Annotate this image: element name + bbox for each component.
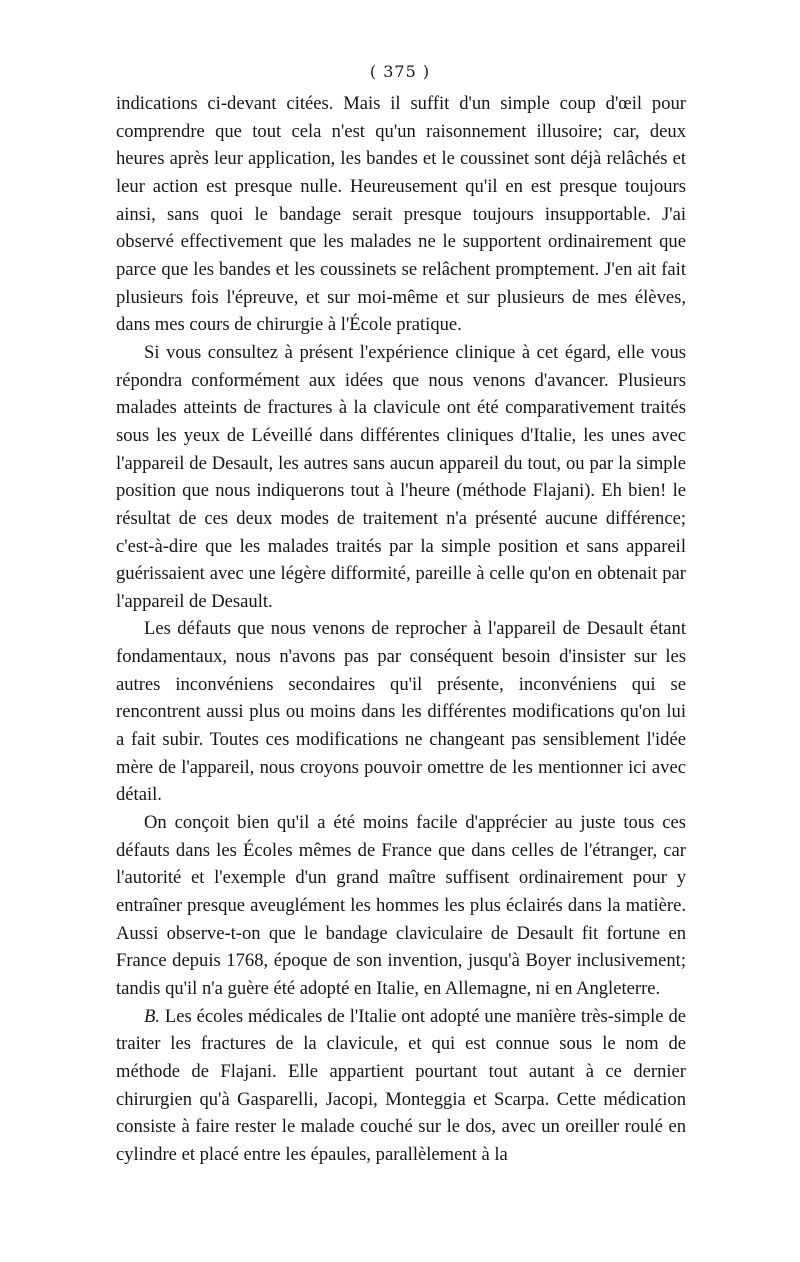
page-body xyxy=(116,90,686,1169)
paragraph-3: Les défauts que nous venons de reprocher à l'appareil de Desault étant fondamentaux, nous n'avons pas par conséquent besoin d'insister sur les autres inconvéniens secondaires qu'il présente, inconvéniens qui se rencontrent aussi plus ou moins dans les différentes modifications qu'on lui a fait subir. Toutes ces modifications ne changeant pas sensiblement l'idée mère de l'appareil, nous croyons pouvoir omettre de les mentionner ici avec détail. xyxy=(116,618,686,806)
paragraph-2: Si vous consultez à présent l'expérience clinique à cet égard, elle vous répondra conformément aux idées que nous venons d'avancer. Plusieurs malades atteints de fractures à la clavicule ont été comparativement traités sous les yeux de Léveillé dans différentes cliniques d'Italie, les unes avec l'appareil de Desault, les autres sans aucun appareil du tout, ou par la simple position que nous indiquerons tout à l'heure (méthode Flajani). Eh bien! le résultat de ces deux modes de traitement n'a présenté aucune différence; c'est-à-dire que les malades traités par la simple position et sans appareil guérissaient avec une légère difformité, pareille à celle qu'on en obtenait par l'appareil de Desault. xyxy=(116,341,686,612)
paragraph-4: On conçoit bien qu'il a été moins facile d'apprécier au juste tous ces défauts dans les Écoles mêmes de France que dans celles de l'étranger, car l'autorité et l'exemple d'un grand maître suffisent ordinairement pour y entraîner presque aveuglément les hommes les plus éclairés dans la matière. Aussi observe-t-on que le bandage claviculaire de Desault fit fortune en France depuis 1768, époque de son invention, jusqu'à Boyer inclusivement; tandis qu'il n'a guère été adopté en Italie, en Allemagne, ni en Angleterre. xyxy=(116,812,686,999)
page-number: ( 375 ) xyxy=(369,62,431,81)
section-marker: B. xyxy=(144,1005,161,1027)
paragraph-1: indications ci-devant citées. Mais il suffit d'un simple coup d'œil pour comprendre que tout cela n'est qu'un raisonnement illusoire; car, deux heures après leur application, les bandes et le coussinet sont déjà relâchés et leur action est presque nulle. Heureusement qu'il en est presque toujours ainsi, sans quoi le bandage serait presque toujours insupportable. J'ai observé effectivement que les malades ne le supportent ordinairement que parce que les bandes et les coussinets se relâchent promptement. J'en ait fait plusieurs fois l'épreuve, et sur moi-même et sur plusieurs de mes élèves, dans mes cours de chirurgie à l'École pratique. xyxy=(116,93,686,336)
paragraph-5 xyxy=(116,1003,686,1169)
paragraph-5-text: Les écoles médicales de l'Italie ont adopté une manière très-simple de traiter les fractures de la clavicule, et qui est connue sous le nom de méthode de Flajani. Elle appartient pourtant tout autant à ce dernier chirurgien qu'à Gasparelli, Jacopi, Monteggia et Scarpa. Cette médication consiste à faire rester le malade couché sur le dos, avec un oreiller roulé en cylindre et placé entre les épaules, parallèlement à la xyxy=(116,1005,686,1165)
